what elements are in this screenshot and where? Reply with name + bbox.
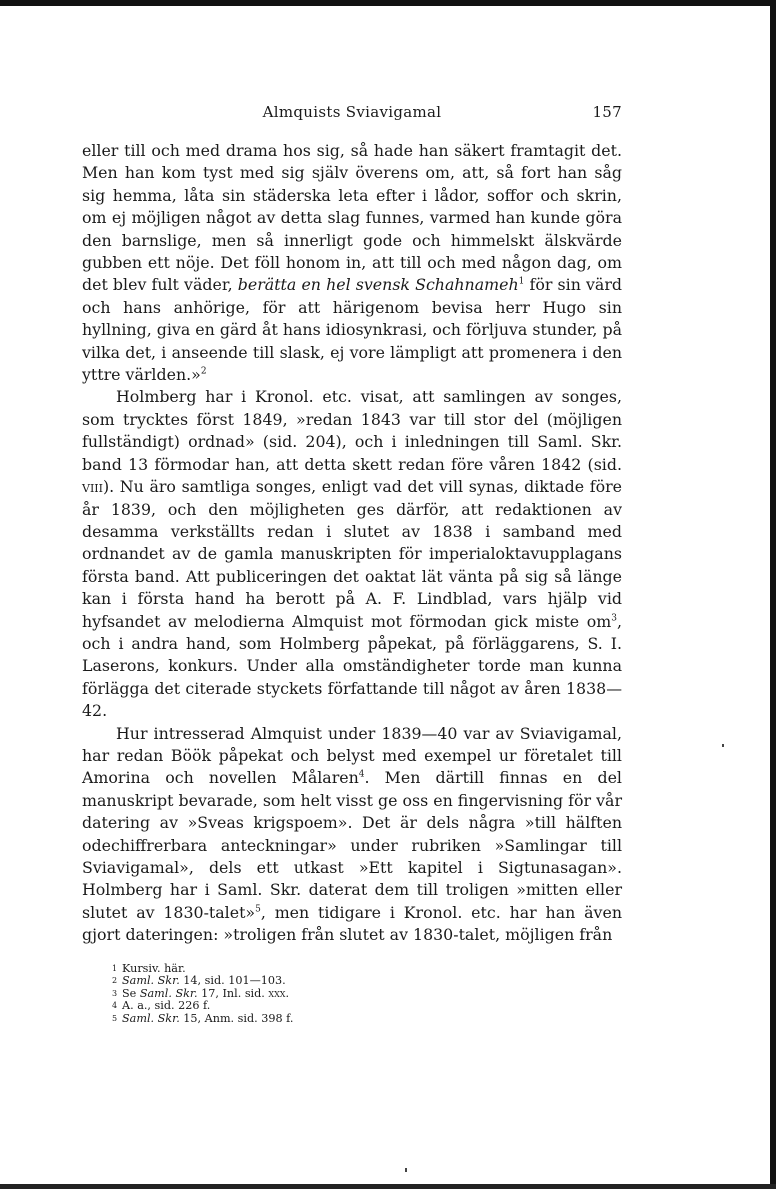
body-text xyxy=(82,140,622,947)
footnote-mark: 2 xyxy=(112,976,118,986)
footnote-text: Se Saml. Skr. 17, Inl. sid. xxx. xyxy=(122,986,290,1000)
footnote-mark: 3 xyxy=(112,988,118,998)
scan-border-right xyxy=(770,0,776,1189)
scan-speck xyxy=(722,744,724,747)
footnote-text: Saml. Skr. 14, sid. 101—103. xyxy=(122,974,286,988)
footnotes xyxy=(82,963,622,1026)
scan-speck xyxy=(405,1168,407,1172)
footnote-mark: 5 xyxy=(112,1014,118,1023)
running-title: Almquists Sviavigamal xyxy=(262,103,442,121)
footnote-text: Kursiv. här. xyxy=(122,961,186,975)
footnote xyxy=(112,1013,622,1026)
book-page xyxy=(82,100,622,1026)
scan-border-bottom xyxy=(0,1184,776,1189)
footnote-mark: 1 xyxy=(112,963,118,973)
paragraph: Hur intresserad Almquist under 1839—40 var av Sviavigamal, har redan Böök påpekat och belyst med exempel ur företalet till Amorina och novellen Målaren$^4$. Men därtill finnas en del manuskript bevarade, som helt visst ge oss en fingervisning för vår datering av »Sveas krigspoem». Det är dels några »till hälften odechiffrerbara anteckningar» under rubriken »Samlingar till Sviavigamal», dels ett utkast »Ett kapitel i Sigtunasagan». Holmberg har i Saml. Skr. daterat dem till troligen »mitten eller slutet av 1830-talet»$^5$, men tidigare i Kronol. etc. har han även gjort dateringen: »troligen från slutet av 1830-talet, möjligen från xyxy=(82,723,623,945)
page-number: 157 xyxy=(592,103,622,121)
footnote-text: A. a., sid. 226 f. xyxy=(122,999,211,1013)
paragraph: Holmberg har i Kronol. etc. visat, att samlingen av songes, som trycktes först 1849, »redan 1843 var till stor del (möjligen fullständigt) ordnad» (sid. 204), och i inledningen till Saml. Skr. band 13 förmodar han, att detta skett redan före våren 1842 (sid. viii). Nu äro samtliga songes, enligt vad det vill synas, diktade före år 1839, och den möjligheten ges därför, att redaktionen av desamma verkställts redan i slutet av 1838 i samband med ordnandet av de gamla manuskripten för imperialoktavupplagans första band. Att publiceringen det oaktat lät vänta på sig så länge kan i första hand ha berott på A. F. Lindblad, vars hjälp vid hyfsandet av melodierna Almquist mot förmodan gick miste $om^3$, och i andra hand, som Holmberg påpekat, på förläggarens, S. I. Laserons, konkurs. Under alla omständigheter torde man kunna förlägga det citerade styckets författande till något av åren 1838—42. xyxy=(82,387,622,721)
footnote-mark: 4 xyxy=(112,1001,118,1011)
scan-border-top xyxy=(0,0,776,6)
running-header xyxy=(82,100,622,128)
footnote-text: Saml. Skr. 15, Anm. sid. 398 f. xyxy=(122,1012,294,1025)
paragraph: eller till och med drama hos sig, så hade han säkert framtagit det. Men han kom tyst med sig själv överens om, att, så fort han såg sig hemma, låta sin städerska leta efter i lådor, soffor och skrin, om ej möjligen något av detta slag funnes, varmed han kunde göra den barnslige, men så innerligt gode och himmelskt älskvärde gubben ett nöje. Det föll honom in, att till och med någon dag, om det blev fult väder, berätta en hel svensk Schahnameh$^1$ för sin värd och hans anhörige, för att härigenom bevisa herr Hugo sin hyllning, giva en gärd åt hans idiosynkrasi, och förljuva stunder, på vilka det, i anseende till slask, ej vore lämpligt att promenera i den yttre världen.»$^2$ xyxy=(82,141,623,385)
